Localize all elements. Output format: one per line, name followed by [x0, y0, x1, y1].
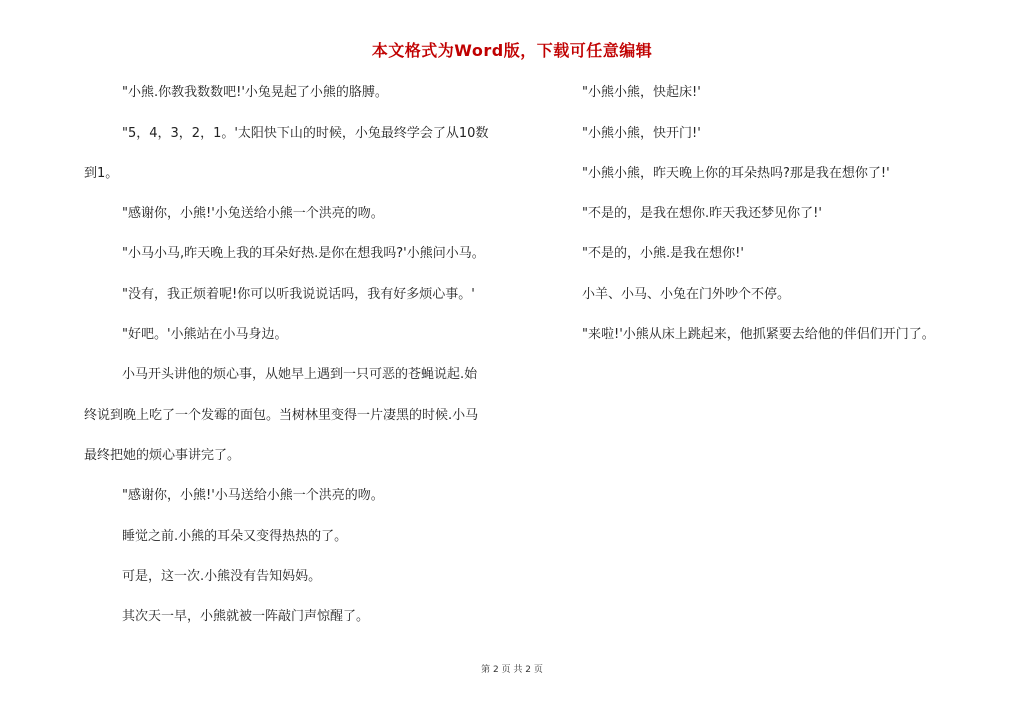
paragraph-line: "好吧。'小熊站在小马身边。 [122, 327, 288, 342]
paragraph-line: 终说到晚上吃了一个发霉的面包。当树林里变得一片凄黑的时候.小马 [84, 408, 479, 423]
paragraph-line: "5，4，3，2，1。'太阳快下山的时候，小兔最终学会了从10数 [122, 126, 489, 141]
paragraph-line: "不是的，是我在想你.昨天我还梦见你了!' [582, 206, 822, 221]
paragraph-line: 其次天一早，小熊就被一阵敲门声惊醒了。 [122, 609, 370, 624]
paragraph-line: "小马小马,昨天晚上我的耳朵好热.是你在想我吗?'小熊问小马。 [122, 246, 485, 261]
paragraph-line: 到1。 [84, 166, 119, 181]
paragraph-line: 最终把她的烦心事讲完了。 [84, 448, 241, 463]
paragraph-line: "小熊小熊，快开门!' [582, 126, 701, 141]
paragraph-line: "来啦!'小熊从床上跳起来，他抓紧要去给他的伴侣们开门了。 [582, 327, 935, 342]
paragraph-line: "小熊小熊，昨天晚上你的耳朵热吗?那是我在想你了!' [582, 166, 890, 181]
page-number: 第 2 页 共 2 页 [481, 665, 543, 675]
paragraph-line: 可是，这一次.小熊没有告知妈妈。 [122, 569, 322, 584]
paragraph-line: "小熊小熊，快起床!' [582, 85, 701, 100]
paragraph-line: "没有，我正烦着呢!你可以听我说说话吗，我有好多烦心事。' [122, 287, 475, 302]
paragraph-line: 小羊、小马、小兔在门外吵个不停。 [582, 287, 791, 302]
paragraph-line: 睡觉之前.小熊的耳朵又变得热热的了。 [122, 529, 348, 544]
paragraph-line: 小马开头讲他的烦心事，从她早上遇到一只可恶的苍蝇说起.始 [122, 367, 478, 382]
paragraph-line: "感谢你，小熊!'小兔送给小熊一个洪亮的吻。 [122, 206, 384, 221]
paragraph-line: "感谢你，小熊!'小马送给小熊一个洪亮的吻。 [122, 488, 384, 503]
document-title: 本文格式为Word版，下载可任意编辑 [371, 41, 653, 60]
paragraph-line: "不是的，小熊.是我在想你!' [582, 246, 744, 261]
paragraph-line: "小熊.你教我数数吧!'小兔晃起了小熊的胳膊。 [122, 85, 388, 100]
